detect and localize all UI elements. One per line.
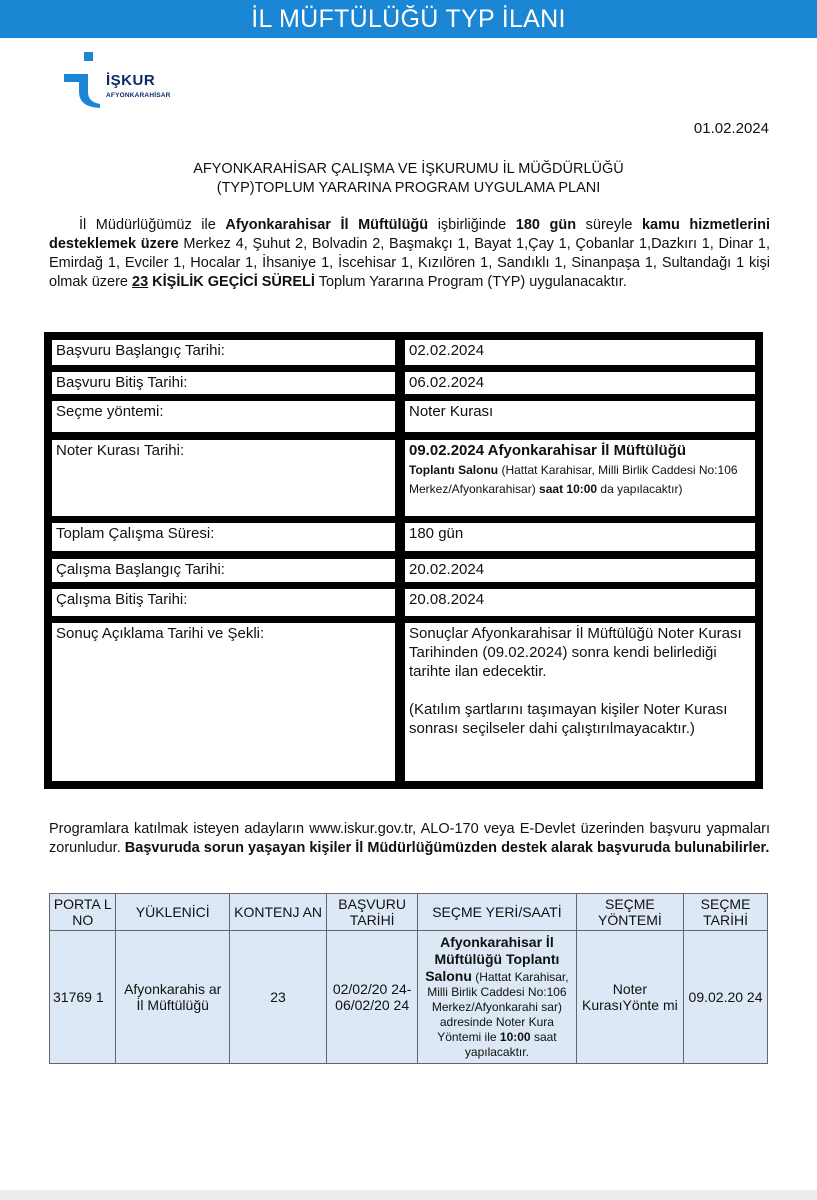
- intro-bold-1: Afyonkarahisar İl Müftülüğü: [225, 217, 429, 233]
- value-text: da yapılacaktır): [597, 482, 683, 496]
- portal-no-cell: 31769 1: [50, 931, 116, 1064]
- info-value: 20.02.2024: [405, 559, 755, 582]
- intro-text-2: işbirliğinde: [428, 217, 516, 233]
- info-row: [52, 340, 755, 365]
- heading-line-1: AFYONKARAHİSAR ÇALIŞMA VE İŞKURUMU İL MÜĞDÜRLÜĞÜ: [193, 161, 624, 177]
- info-row: [52, 372, 755, 394]
- intro-text-4: Merkez 4, Şuhut 2, Bolvadin 2, Başmakçı 1, Bayat 1,Çay 1, Çobanlar 1,Dazkırı 1, Dinar 1, Emirdağ 1, Evciler 1, Hocalar 1, İhsaniye 1, İscehisar 1, Kızılören 1, Sandıklı 1, Sinanpaşa 1, Sultandağı 1 kişi olmak üzere: [49, 236, 770, 290]
- info-row: [52, 440, 755, 516]
- quota-cell: 23: [229, 931, 326, 1064]
- program-table: [49, 893, 768, 1064]
- info-label: Çalışma Bitiş Tarihi:: [52, 589, 395, 616]
- intro-text-3: süreyle: [576, 217, 642, 233]
- value-bold: 09.02.2024 Afyonkarahisar İl Müftülüğü: [409, 442, 687, 459]
- selection-date-cell: 09.02.20 24: [684, 931, 768, 1064]
- application-note: [49, 820, 770, 858]
- intro-paragraph: [49, 216, 770, 292]
- value-note: (Katılım şartlarını taşımayan kişiler Noter Kurası sonrası seçilseler dahi çalıştırılmayacaktır.): [409, 701, 728, 737]
- info-table: [44, 332, 763, 789]
- document-date: 01.02.2024: [693, 120, 769, 137]
- location-text: (Hattat Karahisar, Milli Birlik Caddesi No:106 Merkez/Afyonkarahi sar) adresinde Noter Kura Yöntemi ile: [427, 970, 569, 1044]
- info-row: [52, 401, 755, 432]
- info-value: Noter Kurası: [405, 401, 755, 432]
- location-bold: Afyonkarahisar İl Müftülüğü Toplantı Salonu: [425, 934, 560, 984]
- info-value: [405, 623, 755, 781]
- method-cell: Noter KurasıYönte mi: [576, 931, 683, 1064]
- note-text: Programlara katılmak isteyen adayların www.iskur.gov.tr, ALO-170 veya E-Devlet üzerinden başvuru yapmaları zorunludur.: [49, 821, 770, 856]
- logo-name: İŞKUR: [106, 72, 156, 89]
- info-label: Seçme yöntemi:: [52, 401, 395, 432]
- footer-strip: [0, 1190, 817, 1200]
- page-banner: [0, 0, 817, 38]
- intro-bold-2: 180 gün: [515, 217, 577, 233]
- location-time: 10:00: [499, 1030, 531, 1044]
- column-header: PORTA L NO: [50, 894, 116, 931]
- logo-subtitle: AFYONKARAHİSAR: [106, 92, 171, 99]
- info-label: Sonuç Açıklama Tarihi ve Şekli:: [52, 623, 395, 781]
- intro-bold-5: KİŞİLİK GEÇİCİ SÜRELİ: [148, 274, 315, 290]
- intro-bold-4: 23: [132, 274, 149, 290]
- table-row: [50, 931, 768, 1064]
- info-label: Çalışma Başlangıç Tarihi:: [52, 559, 395, 582]
- intro-bold-3: kamu hizmetlerini desteklemek üzere: [49, 217, 770, 252]
- info-value: 02.02.2024: [405, 340, 755, 365]
- iskur-logo: [62, 52, 202, 112]
- column-header: KONTENJ AN: [229, 894, 326, 931]
- value-bold: Toplantı Salonu: [409, 463, 499, 477]
- value-text: (Hattat Karahisar, Milli Birlik Caddesi No:106 Merkez/Afyonkarahisar): [409, 463, 738, 496]
- info-label: Başvuru Bitiş Tarihi:: [52, 372, 395, 394]
- contractor-cell: Afyonkarahis ar İl Müftülüğü: [116, 931, 230, 1064]
- info-label: Başvuru Başlangıç Tarihi:: [52, 340, 395, 365]
- column-header: YÜKLENİCİ: [116, 894, 230, 931]
- location-end: saat yapılacaktır.: [464, 1030, 557, 1059]
- info-row: [52, 589, 755, 616]
- info-value: 180 gün: [405, 523, 755, 551]
- info-label: Toplam Çalışma Süresi:: [52, 523, 395, 551]
- column-header: BAŞVURU TARİHİ: [327, 894, 418, 931]
- info-value: 06.02.2024: [405, 372, 755, 394]
- info-value: 20.08.2024: [405, 589, 755, 616]
- intro-text-5: Toplum Yararına Program (TYP) uygulanacaktır.: [314, 274, 627, 290]
- location-cell: [418, 931, 577, 1064]
- info-row: [52, 559, 755, 582]
- column-header: SEÇME YÖNTEMİ: [576, 894, 683, 931]
- info-row: [52, 623, 755, 781]
- application-date-cell: 02/02/20 24- 06/02/20 24: [327, 931, 418, 1064]
- column-header: SEÇME TARİHİ: [684, 894, 768, 931]
- info-label: Noter Kurası Tarihi:: [52, 440, 395, 516]
- banner-title: İL MÜFTÜLÜĞÜ TYP İLANI: [251, 5, 566, 33]
- intro-text-1: İl Müdürlüğümüz ile: [79, 217, 226, 233]
- value-bold: saat 10:00: [539, 482, 598, 496]
- iskur-logo-icon: [62, 52, 102, 108]
- heading-line-2: (TYP)TOPLUM YARARINA PROGRAM UYGULAMA PLANI: [216, 180, 601, 196]
- column-header: SEÇME YERİ/SAATİ: [418, 894, 577, 931]
- value-text: Sonuçlar Afyonkarahisar İl Müftülüğü Noter Kurası Tarihinden (09.02.2024) sonra kendi belirlediği tarihte ilan edecektir.: [409, 625, 742, 680]
- info-row: [52, 523, 755, 551]
- info-value: [405, 440, 755, 516]
- note-bold: Başvuruda sorun yaşayan kişiler İl Müdürlüğümüzden destek alarak başvuruda bulunabilirler.: [124, 840, 770, 856]
- table-header-row: [50, 894, 768, 931]
